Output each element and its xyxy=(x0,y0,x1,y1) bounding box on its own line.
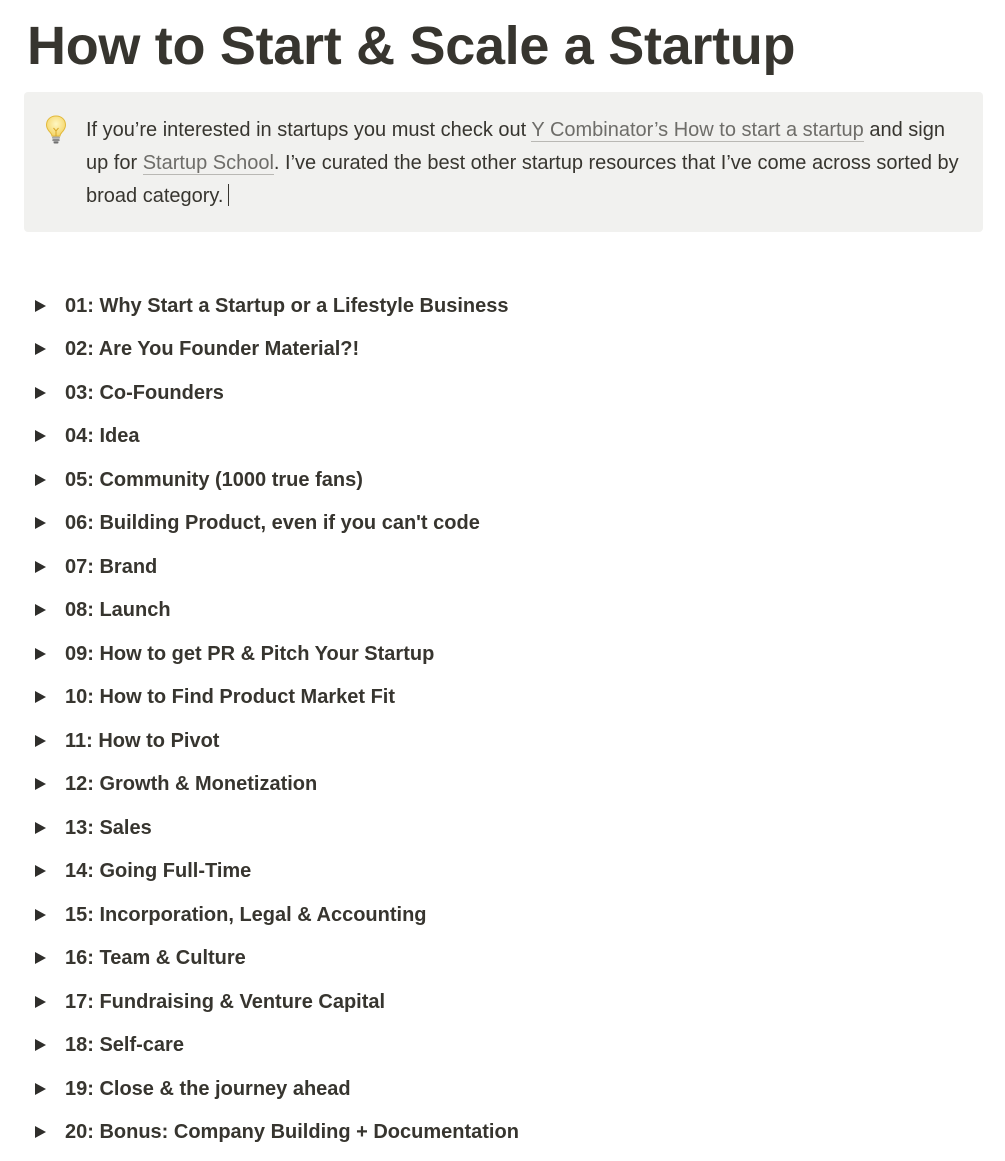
toggle-arrow-icon[interactable] xyxy=(35,865,46,877)
toggle-arrow-icon[interactable] xyxy=(35,952,46,964)
toggle-label[interactable]: 01: Why Start a Startup or a Lifestyle Business xyxy=(65,294,509,317)
toggle-label[interactable]: 07: Brand xyxy=(65,555,158,578)
toggle-item[interactable] xyxy=(0,937,1005,981)
toggle-label[interactable]: 12: Growth & Monetization xyxy=(65,773,318,796)
toggle-item[interactable] xyxy=(0,545,1005,589)
toggle-arrow-icon[interactable] xyxy=(35,430,46,442)
toggle-arrow-icon[interactable] xyxy=(35,691,46,703)
toggle-label[interactable]: 15: Incorporation, Legal & Accounting xyxy=(65,903,427,926)
page-title: How to Start & Scale a Startup xyxy=(27,16,796,76)
toggle-arrow-icon[interactable] xyxy=(35,735,46,747)
toggle-list xyxy=(0,284,1005,1154)
toggle-arrow-icon[interactable] xyxy=(35,996,46,1008)
toggle-label[interactable]: 17: Fundraising & Venture Capital xyxy=(65,990,386,1013)
toggle-arrow-icon[interactable] xyxy=(35,343,46,355)
toggle-label[interactable]: 13: Sales xyxy=(65,816,152,839)
callout-text-intro: If you’re interested in startups you must check out xyxy=(86,119,532,141)
toggle-label[interactable]: 02: Are You Founder Material?! xyxy=(65,338,360,361)
toggle-item[interactable] xyxy=(0,850,1005,894)
toggle-arrow-icon[interactable] xyxy=(35,517,46,529)
toggle-arrow-icon[interactable] xyxy=(35,1126,46,1138)
toggle-label[interactable]: 04: Idea xyxy=(65,425,140,448)
toggle-item[interactable] xyxy=(0,1067,1005,1111)
toggle-item[interactable] xyxy=(0,328,1005,372)
toggle-label[interactable]: 03: Co-Founders xyxy=(65,381,224,404)
toggle-item[interactable] xyxy=(0,763,1005,807)
toggle-item[interactable] xyxy=(0,719,1005,763)
toggle-label[interactable]: 16: Team & Culture xyxy=(65,947,246,970)
toggle-item[interactable] xyxy=(0,1024,1005,1068)
toggle-label[interactable]: 14: Going Full-Time xyxy=(65,860,252,883)
toggle-arrow-icon[interactable] xyxy=(35,1083,46,1095)
callout-text-middle: and sign up for xyxy=(86,119,945,174)
toggle-arrow-icon[interactable] xyxy=(35,604,46,616)
toggle-item[interactable] xyxy=(0,589,1005,633)
lightbulb-icon[interactable] xyxy=(44,114,68,146)
toggle-arrow-icon[interactable] xyxy=(35,387,46,399)
toggle-item[interactable] xyxy=(0,632,1005,676)
link-yc-how-to-start[interactable]: Y Combinator’s How to start a startup xyxy=(531,119,864,141)
toggle-item[interactable] xyxy=(0,458,1005,502)
toggle-label[interactable]: 06: Building Product, even if you can't code xyxy=(65,512,480,535)
toggle-item[interactable] xyxy=(0,1111,1005,1155)
toggle-item[interactable] xyxy=(0,371,1005,415)
toggle-label[interactable]: 09: How to get PR & Pitch Your Startup xyxy=(65,642,435,665)
toggle-arrow-icon[interactable] xyxy=(35,474,46,486)
toggle-item[interactable] xyxy=(0,980,1005,1024)
text-cursor xyxy=(228,184,229,206)
toggle-label[interactable]: 05: Community (1000 true fans) xyxy=(65,468,363,491)
toggle-item[interactable] xyxy=(0,676,1005,720)
toggle-label[interactable]: 10: How to Find Product Market Fit xyxy=(65,686,396,709)
toggle-label[interactable]: 19: Close & the journey ahead xyxy=(65,1077,351,1100)
callout-block[interactable] xyxy=(24,92,983,232)
link-startup-school[interactable]: Startup School xyxy=(142,152,274,174)
toggle-item[interactable] xyxy=(0,893,1005,937)
toggle-label[interactable]: 11: How to Pivot xyxy=(65,729,220,752)
toggle-item[interactable] xyxy=(0,415,1005,459)
toggle-arrow-icon[interactable] xyxy=(35,648,46,660)
toggle-arrow-icon[interactable] xyxy=(35,778,46,790)
toggle-arrow-icon[interactable] xyxy=(35,822,46,834)
toggle-item[interactable] xyxy=(0,284,1005,328)
toggle-label[interactable]: 08: Launch xyxy=(65,599,171,622)
toggle-item[interactable] xyxy=(0,806,1005,850)
toggle-arrow-icon[interactable] xyxy=(35,300,46,312)
toggle-label[interactable]: 20: Bonus: Company Building + Documentation xyxy=(65,1121,519,1144)
toggle-arrow-icon[interactable] xyxy=(35,1039,46,1051)
toggle-arrow-icon[interactable] xyxy=(35,909,46,921)
callout-text[interactable] xyxy=(86,114,966,213)
toggle-label[interactable]: 18: Self-care xyxy=(65,1034,184,1057)
toggle-arrow-icon[interactable] xyxy=(35,561,46,573)
callout-text-outro: . I’ve curated the best other startup resources that I’ve come across sorted by broad category. xyxy=(86,152,959,207)
toggle-item[interactable] xyxy=(0,502,1005,546)
